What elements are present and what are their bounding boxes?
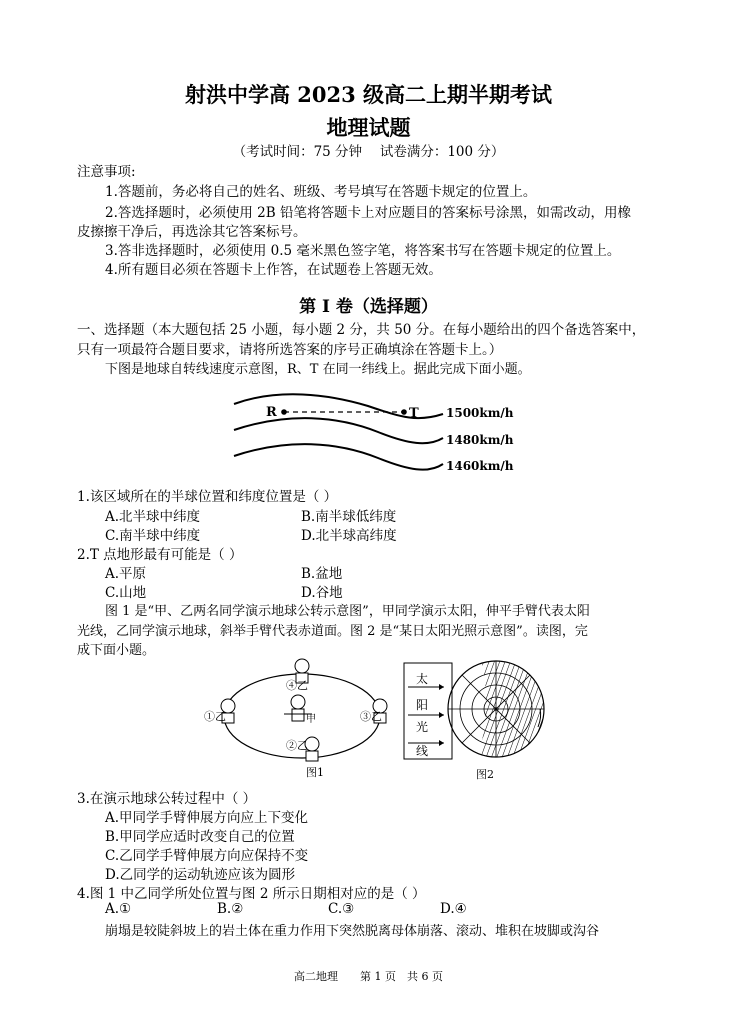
sunlight-char: 太 [416,672,429,686]
figure-2-caption: 图2 [476,768,494,781]
sunlight-char: 光 [416,720,429,734]
section-intro: 只有一项最符合题目要求，请将所选答案的序号正确填涂在答题卡上。） [77,342,503,358]
option-d: D.乙同学的运动轨迹应该为圆形 [105,867,296,883]
rotation-speed-figure [228,392,528,480]
label-pos-4: ④乙 [286,679,308,692]
label-center-jia: 甲 [306,714,316,725]
option-b: B.② [217,901,244,917]
group-stem: 图 1 是“甲、乙两名同学演示地球公转示意图”，甲同学演示太阳，伸平手臂代表太阳 [105,604,590,619]
isoline-label-1460: 1460km/h [446,459,514,473]
question-stem: 1.该区域所在的半球位置和纬度位置是（ ） [77,489,338,505]
option-c: C.南半球中纬度 [105,528,201,544]
group-stem: 成下面小题。 [77,643,156,658]
option-a: A.甲同学手臂伸展方向应上下变化 [105,810,309,826]
sunlight-char: 线 [416,744,429,758]
group-stem: 崩塌是较陡斜坡上的岩土体在重力作用下突然脱离母体崩落、滚动、堆积在坡脚或沟谷 [105,924,600,939]
question-stem: 4.图 1 中乙同学所处位置与图 2 所示日期相对应的是（ ） [77,886,426,902]
isoline-1460 [234,444,443,470]
option-b: B.甲同学应适时改变自己的位置 [105,829,295,845]
section-intro: 一、选择题（本大题包括 25 小题，每小题 2 分，共 50 分。在每小题给出的四个备选答案中， [77,322,646,338]
option-a: A.北半球中纬度 [105,509,201,525]
label-pos-3: ③乙 [360,710,382,723]
point-r-dot [281,409,287,415]
option-a: A.平原 [105,566,147,582]
point-r-label: R [266,405,277,420]
figure-2-sunlight-diagram [400,657,550,783]
point-t-dot [401,409,407,415]
exam-info: （考试时间：75 分钟 试卷满分：100 分） [232,144,505,160]
label-pos-2: ②乙 [286,739,308,752]
note-item: 4.所有题目必须在答题卡上作答，在试题卷上答题无效。 [105,262,442,278]
exam-title: 射洪中学高 2023 级高二上期半期考试 [184,82,553,107]
group-stem: 光线，乙同学演示地球，斜举手臂代表赤道面。图 2 是“某日太阳光照示意图”。读图，完 [77,624,588,639]
option-d: D.北半球高纬度 [301,528,397,544]
exam-subject-title: 地理试题 [326,115,411,140]
note-item: 1.答题前，务必将自己的姓名、班级、考号填写在答题卡规定的位置上。 [105,184,537,200]
notes-heading: 注意事项: [77,164,136,180]
isoline-label-1500: 1500km/h [446,406,514,420]
note-item: 3.答非选择题时，必须使用 0.5 毫米黑色签字笔，将答案书写在答题卡规定的位置上。 [105,243,621,259]
group-stem: 下图是地球自转线速度示意图，R、T 在同一纬线上。据此完成下面小题。 [105,362,531,377]
sunlight-char: 阳 [416,698,429,712]
option-b: B.南半球低纬度 [301,509,397,525]
question-stem: 2.T 点地形最有可能是（ ） [77,547,243,563]
option-c: C.乙同学手臂伸展方向应保持不变 [105,848,309,864]
figure-1-orbit-demo [200,656,400,782]
label-pos-1: ①乙 [204,710,226,723]
option-b: B.盆地 [301,566,343,582]
page-footer: 高二地理 第 1 页 共 6 页 [294,970,443,983]
question-stem: 3.在演示地球公转过程中（ ） [77,791,257,807]
option-c: C.③ [328,901,355,917]
isoline-1480 [234,418,443,443]
section-title: 第 I 卷（选择题） [299,297,438,317]
option-d: D.谷地 [301,585,343,601]
option-d: D.④ [440,901,467,917]
option-a: A.① [105,901,132,917]
isoline-label-1480: 1480km/h [446,433,514,447]
note-item: 皮擦擦干净后，再选涂其它答案标号。 [77,224,307,240]
note-item: 2.答选择题时，必须使用 2B 铅笔将答题卡上对应题目的答案标号涂黑，如需改动，用橡 [105,205,631,221]
option-c: C.山地 [105,585,147,601]
point-t-label: T [409,406,419,421]
figure-1-caption: 图1 [306,766,324,779]
